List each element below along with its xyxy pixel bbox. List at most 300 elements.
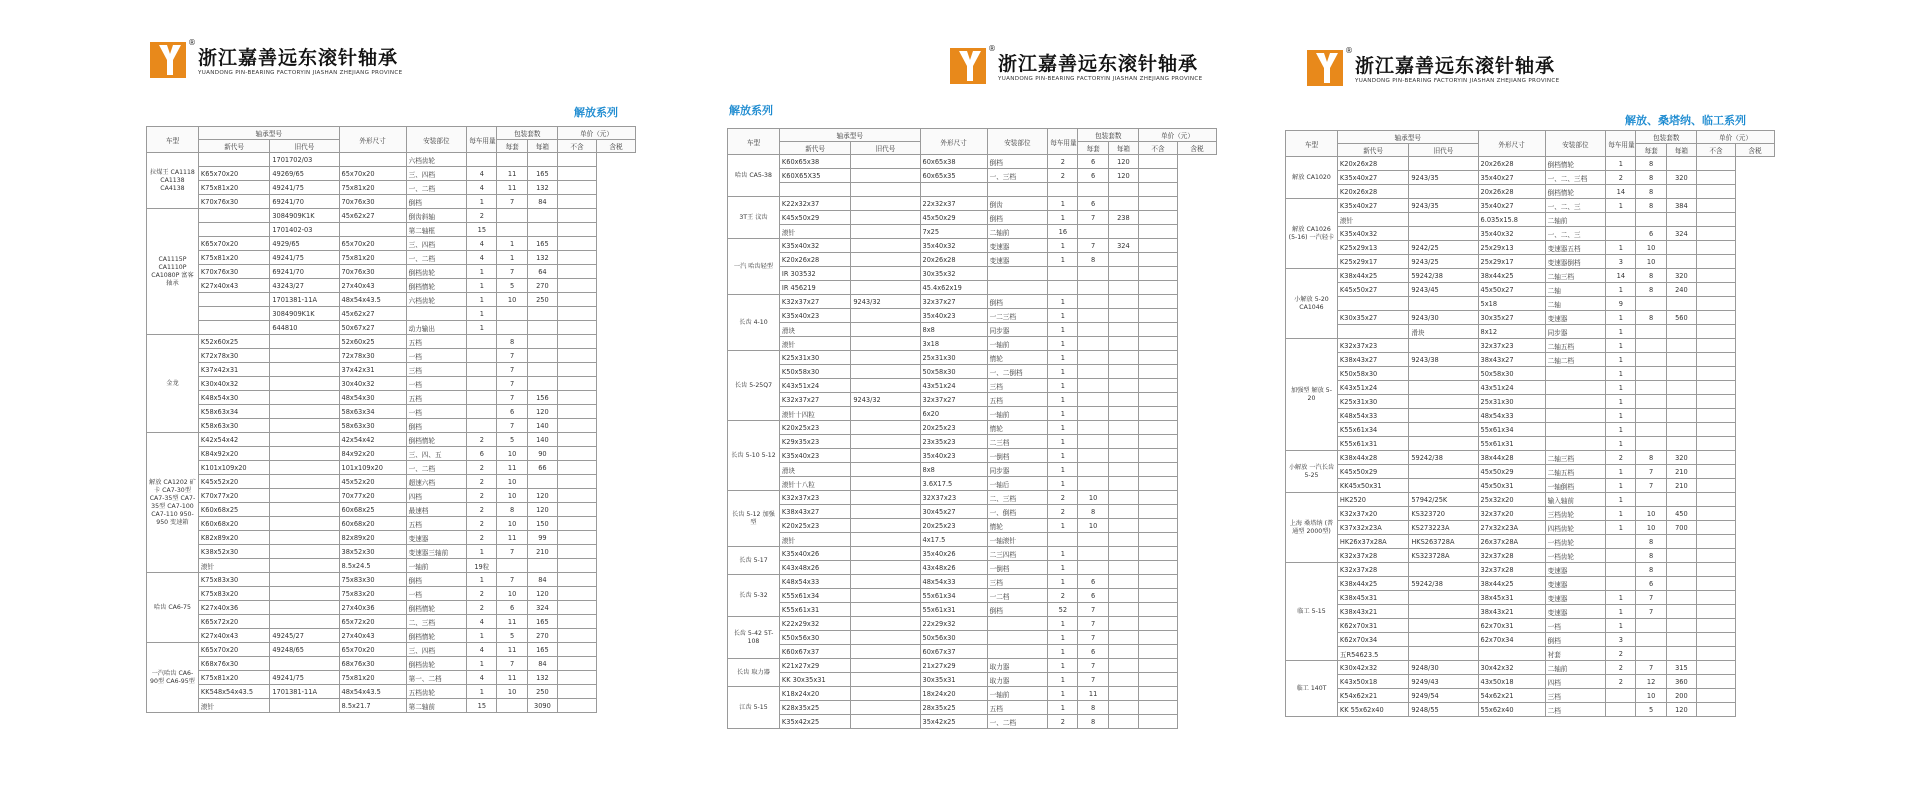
table-row [147, 671, 636, 685]
install-part: 取力器 [987, 673, 1048, 687]
size: 30x45x27 [920, 505, 987, 519]
new-code: K20x26x28 [1337, 157, 1408, 171]
per-case [1108, 477, 1138, 491]
size: 30x42x32 [1478, 661, 1545, 675]
new-code: K70x77x20 [198, 489, 269, 503]
per-car [1606, 549, 1636, 563]
old-code [270, 559, 339, 573]
install-part: 一、二倒档 [987, 365, 1048, 379]
size: 5x18 [1478, 297, 1545, 311]
size: 20x25x23 [920, 519, 987, 533]
size: 54x62x21 [1478, 689, 1545, 703]
install-part: 二档 [1545, 703, 1606, 717]
per-case: 700 [1666, 521, 1696, 535]
old-code [1409, 465, 1478, 479]
table-row [1286, 703, 1775, 717]
car-model: 临工 140T [1286, 661, 1338, 717]
table-row [728, 169, 1217, 183]
install-part: 一倒档 [987, 449, 1048, 463]
price-no-tax [1139, 701, 1178, 715]
size: 27x40x36 [339, 601, 406, 615]
size: 28x35x25 [920, 701, 987, 715]
table-row [728, 547, 1217, 561]
price-no-tax [1697, 479, 1736, 493]
table-row [147, 321, 636, 335]
install-part: 四档齿轮 [1545, 521, 1606, 535]
car-model: 长齿 5-12 加强型 [728, 491, 780, 547]
old-code: 59242/38 [1409, 577, 1478, 591]
new-code: K29x35x23 [779, 435, 850, 449]
per-case [1108, 589, 1138, 603]
per-box [1078, 183, 1108, 197]
per-box: 8 [1636, 535, 1666, 549]
table-row [728, 631, 1217, 645]
price-no-tax [1139, 379, 1178, 393]
table-row [147, 195, 636, 209]
per-box: 7 [1078, 659, 1108, 673]
price-no-tax [558, 671, 597, 685]
new-code: K43x50x18 [1337, 675, 1408, 689]
old-code [851, 603, 920, 617]
per-box: 8 [1636, 549, 1666, 563]
new-code: K55x61x31 [779, 603, 850, 617]
bearing-table [727, 128, 1217, 729]
install-part: 一档 [406, 377, 467, 391]
table-row [1286, 493, 1775, 507]
price-no-tax [558, 419, 597, 433]
table-row [728, 505, 1217, 519]
price-no-tax [1139, 407, 1178, 421]
per-box [1636, 619, 1666, 633]
size: 35x40x27 [1478, 199, 1545, 213]
size: 75x83x20 [339, 587, 406, 601]
table-row [728, 309, 1217, 323]
size: 70x76x30 [339, 195, 406, 209]
new-code: K45x50x29 [779, 211, 850, 225]
old-code: 9243/32 [851, 295, 920, 309]
per-case [527, 475, 557, 489]
size: 62x70x34 [1478, 633, 1545, 647]
car-model: 3T王 汶齿 [728, 197, 780, 239]
per-car: 1 [1048, 211, 1078, 225]
install-part: 倒档 [987, 603, 1048, 617]
install-part: 二轴五档 [1545, 465, 1606, 479]
table-row [1286, 367, 1775, 381]
table-row [728, 575, 1217, 589]
per-case: 320 [1666, 451, 1696, 465]
per-case [1108, 575, 1138, 589]
table-row [147, 363, 636, 377]
header-part: 安装部位 [1545, 131, 1606, 157]
per-case [1108, 701, 1138, 715]
car-model: 江齿 5-15 [728, 687, 780, 729]
per-car [1606, 703, 1636, 717]
size: 75x81x20 [339, 671, 406, 685]
size: 18x24x20 [920, 687, 987, 701]
per-car: 4 [467, 181, 497, 195]
per-case [1108, 309, 1138, 323]
old-code [851, 169, 920, 183]
per-case [1108, 561, 1138, 575]
series-title: 解放、桑塔纳、临工系列 [1625, 114, 1746, 127]
per-case: 120 [1108, 155, 1138, 169]
new-code: K18x24x20 [779, 687, 850, 701]
per-box: 8 [1636, 311, 1666, 325]
new-code: K35x42x25 [779, 715, 850, 729]
per-box: 10 [497, 293, 527, 307]
size: 45x50x29 [1478, 465, 1545, 479]
per-case [1108, 659, 1138, 673]
price-no-tax [558, 587, 597, 601]
price-no-tax [1139, 533, 1178, 547]
per-car: 1 [1048, 673, 1078, 687]
brand-subtitle: YUANDONG PIN-BEARING FACTORYIN JIASHAN ZHEJIANG PROVINCE [998, 76, 1203, 82]
new-code [198, 209, 269, 223]
old-code: KS273223A [1409, 521, 1478, 535]
per-car [1606, 535, 1636, 549]
header-pack: 包装套数 [497, 127, 558, 140]
per-box: 7 [1636, 661, 1666, 675]
per-case: 66 [527, 461, 557, 475]
old-code [1409, 157, 1478, 171]
car-model: 金龙 [147, 335, 199, 433]
size: 38x44x28 [1478, 451, 1545, 465]
per-car: 1 [1048, 309, 1078, 323]
install-part: 一档 [1545, 619, 1606, 633]
price-no-tax [558, 489, 597, 503]
per-box [1636, 297, 1666, 311]
per-box: 7 [1636, 591, 1666, 605]
per-case [527, 307, 557, 321]
header-per-car: 每车用量 [1048, 129, 1078, 155]
table-row [1286, 311, 1775, 325]
per-car: 1 [1048, 519, 1078, 533]
per-case [1108, 715, 1138, 729]
per-car: 1 [467, 685, 497, 699]
size: 37x42x31 [339, 363, 406, 377]
new-code: IR 456219 [779, 281, 850, 295]
per-box: 11 [497, 671, 527, 685]
per-box: 11 [1078, 687, 1108, 701]
size [339, 153, 406, 167]
table-row [147, 573, 636, 587]
size: 65x72x20 [339, 615, 406, 629]
header-bearing-no: 轴承型号 [1337, 131, 1478, 144]
per-case: 384 [1666, 199, 1696, 213]
per-case [1108, 519, 1138, 533]
per-car: 1 [1048, 645, 1078, 659]
new-code: K38x45x31 [1337, 591, 1408, 605]
table-row [147, 349, 636, 363]
size: 65x70x20 [339, 643, 406, 657]
install-part: 二轴 [1545, 283, 1606, 297]
old-code [851, 631, 920, 645]
old-code: 43243/27 [270, 279, 339, 293]
price-no-tax [1139, 687, 1178, 701]
price-no-tax [1139, 505, 1178, 519]
per-car: 1 [467, 629, 497, 643]
new-code: K75x81x20 [198, 251, 269, 265]
new-code: K75x83x30 [198, 573, 269, 587]
old-code [270, 405, 339, 419]
old-code [270, 699, 339, 713]
old-code [270, 363, 339, 377]
per-case [1666, 563, 1696, 577]
per-case: 324 [1108, 239, 1138, 253]
old-code: 49241/75 [270, 251, 339, 265]
table-row [147, 419, 636, 433]
new-code: K55x61x34 [779, 589, 850, 603]
install-part: 一、二、三 [1545, 227, 1606, 241]
price-no-tax [558, 195, 597, 209]
per-box: 8 [497, 335, 527, 349]
old-code [851, 351, 920, 365]
price-no-tax [558, 251, 597, 265]
per-box: 10 [1078, 519, 1108, 533]
old-code [270, 489, 339, 503]
price-no-tax [558, 377, 597, 391]
old-code: 9243/35 [1409, 199, 1478, 213]
per-car: 2 [1606, 675, 1636, 689]
install-part: 倒档 [406, 195, 467, 209]
car-model: 哈齿 CA6-75 [147, 573, 199, 643]
table-row [147, 153, 636, 167]
old-code: 4929/65 [270, 237, 339, 251]
table-row [147, 279, 636, 293]
per-car: 1 [1048, 351, 1078, 365]
install-part: 二轴 [1545, 297, 1606, 311]
per-car: 1 [1606, 395, 1636, 409]
old-code [851, 281, 920, 295]
new-code: K55x61x34 [1337, 423, 1408, 437]
size: 6x20 [920, 407, 987, 421]
old-code [1409, 227, 1478, 241]
per-car: 2 [467, 209, 497, 223]
per-case: 165 [527, 615, 557, 629]
per-car: 1 [1048, 687, 1078, 701]
old-code [851, 407, 920, 421]
per-box [1078, 477, 1108, 491]
old-code [1409, 437, 1478, 451]
per-car: 1 [1606, 241, 1636, 255]
per-box: 6 [497, 405, 527, 419]
price-no-tax [1697, 703, 1736, 717]
old-code [851, 673, 920, 687]
header-bearing-no: 轴承型号 [779, 129, 920, 142]
price-no-tax [558, 573, 597, 587]
per-box: 5 [1636, 703, 1666, 717]
header-per-box: 每套 [1636, 144, 1666, 157]
price-no-tax [558, 559, 597, 573]
per-car: 1 [1048, 323, 1078, 337]
old-code [851, 617, 920, 631]
install-part: 三档 [406, 363, 467, 377]
install-part: 五档 [987, 701, 1048, 715]
per-car: 1 [1606, 283, 1636, 297]
size: 43x50x18 [1478, 675, 1545, 689]
price-no-tax [1139, 603, 1178, 617]
install-part: 倒档 [987, 211, 1048, 225]
new-code: K37x42x31 [198, 363, 269, 377]
size: 55x61x31 [1478, 437, 1545, 451]
size: 25x32x20 [1478, 493, 1545, 507]
header-price: 单价（元） [1697, 131, 1775, 144]
per-case [1108, 435, 1138, 449]
price-no-tax [1139, 463, 1178, 477]
per-box: 10 [1636, 689, 1666, 703]
header-tax: 含税 [1735, 144, 1774, 157]
install-part: 三档齿轮 [1545, 507, 1606, 521]
install-part: 惰轮 [987, 351, 1048, 365]
install-part: 衬套 [1545, 647, 1606, 661]
new-code: K82x89x20 [198, 531, 269, 545]
per-car: 2 [467, 517, 497, 531]
per-case [1666, 633, 1696, 647]
install-part: 变速器倒档 [1545, 255, 1606, 269]
install-part: 一、二、三档 [1545, 171, 1606, 185]
table-row [728, 365, 1217, 379]
table-row [1286, 521, 1775, 535]
new-code: K38x44x25 [1337, 269, 1408, 283]
car-model: 解放 CA1020 [1286, 157, 1338, 199]
new-code [1337, 325, 1408, 339]
size: 32x37x23 [1478, 339, 1545, 353]
per-box [1078, 435, 1108, 449]
size: 68x76x30 [339, 657, 406, 671]
old-code [1409, 297, 1478, 311]
per-car: 1 [1606, 367, 1636, 381]
table-row [147, 615, 636, 629]
new-code: K58x63x34 [198, 405, 269, 419]
price-no-tax [1139, 575, 1178, 589]
catalog-page-2 [725, 40, 1225, 760]
size: 38x43x27 [1478, 353, 1545, 367]
install-part: 二轴前 [1545, 661, 1606, 675]
per-case: 165 [527, 167, 557, 181]
old-code [851, 575, 920, 589]
per-box [1078, 337, 1108, 351]
size: 45x62x27 [339, 209, 406, 223]
table-row [728, 351, 1217, 365]
install-part: 取力器 [987, 659, 1048, 673]
per-box [1636, 633, 1666, 647]
per-car: 2 [467, 601, 497, 615]
per-car: 2 [467, 531, 497, 545]
new-code: K48x54x30 [198, 391, 269, 405]
size: 65x70x20 [339, 237, 406, 251]
size: 26x37x28A [1478, 535, 1545, 549]
old-code [1409, 339, 1478, 353]
per-case: 84 [527, 195, 557, 209]
per-car: 1 [467, 545, 497, 559]
price-no-tax [1139, 449, 1178, 463]
new-code: KK45x50x31 [1337, 479, 1408, 493]
old-code [851, 477, 920, 491]
per-box: 7 [1078, 603, 1108, 617]
install-part: 三档 [987, 379, 1048, 393]
new-code: K43x48x26 [779, 561, 850, 575]
per-box: 11 [497, 531, 527, 545]
install-part: 倒档 [406, 573, 467, 587]
per-case: 315 [1666, 661, 1696, 675]
per-case [1666, 255, 1696, 269]
per-car: 2 [1048, 715, 1078, 729]
table-row [1286, 339, 1775, 353]
per-case: 150 [527, 517, 557, 531]
brand-logo: ® [150, 42, 190, 82]
per-car: 2 [467, 489, 497, 503]
per-box: 10 [1636, 521, 1666, 535]
install-part: 变速器三轴前 [406, 545, 467, 559]
per-case: 210 [527, 545, 557, 559]
size: 55x62x40 [1478, 703, 1545, 717]
install-part: 倒档 [406, 419, 467, 433]
install-part: 倒档 [987, 155, 1048, 169]
y-logo-icon [1316, 53, 1338, 83]
size: 48x54x43.5 [339, 293, 406, 307]
old-code [851, 337, 920, 351]
table-row [147, 447, 636, 461]
per-box [1078, 309, 1108, 323]
install-part: 一、三档 [987, 169, 1048, 183]
old-code: 49241/75 [270, 181, 339, 195]
per-car: 1 [467, 657, 497, 671]
old-code: 9249/43 [1409, 675, 1478, 689]
price-no-tax [558, 181, 597, 195]
price-no-tax [1139, 295, 1178, 309]
old-code [851, 715, 920, 729]
series-title: 解放系列 [729, 104, 773, 117]
per-car: 2 [1048, 505, 1078, 519]
install-part: 二轴二档 [1545, 353, 1606, 367]
per-box [1636, 353, 1666, 367]
per-case [1666, 535, 1696, 549]
per-box [1636, 325, 1666, 339]
install-part: 三、四、五 [406, 447, 467, 461]
per-car: 4 [467, 671, 497, 685]
price-no-tax [1697, 325, 1736, 339]
table-row [1286, 255, 1775, 269]
per-box: 7 [1078, 673, 1108, 687]
old-code [270, 545, 339, 559]
install-part: 二轴三档 [1545, 451, 1606, 465]
price-no-tax [1697, 339, 1736, 353]
per-case [527, 209, 557, 223]
per-box: 11 [497, 461, 527, 475]
price-no-tax [558, 615, 597, 629]
per-car: 15 [467, 223, 497, 237]
old-code [1409, 591, 1478, 605]
size [339, 223, 406, 237]
size: 72x78x30 [339, 349, 406, 363]
price-no-tax [1697, 297, 1736, 311]
per-box: 7 [497, 265, 527, 279]
new-code: 滚针 [779, 533, 850, 547]
new-code: K70x76x30 [198, 195, 269, 209]
per-case [527, 363, 557, 377]
install-part: 二三档 [987, 435, 1048, 449]
per-case [1666, 647, 1696, 661]
per-case [527, 335, 557, 349]
new-code: K60x67x37 [779, 645, 850, 659]
new-code: K35x40x23 [779, 309, 850, 323]
old-code [851, 519, 920, 533]
per-car [467, 391, 497, 405]
car-model: 长齿 取力器 [728, 659, 780, 687]
new-code: 滚针 [779, 337, 850, 351]
new-code: HK26x37x28A [1337, 535, 1408, 549]
table-header-row [147, 127, 636, 140]
